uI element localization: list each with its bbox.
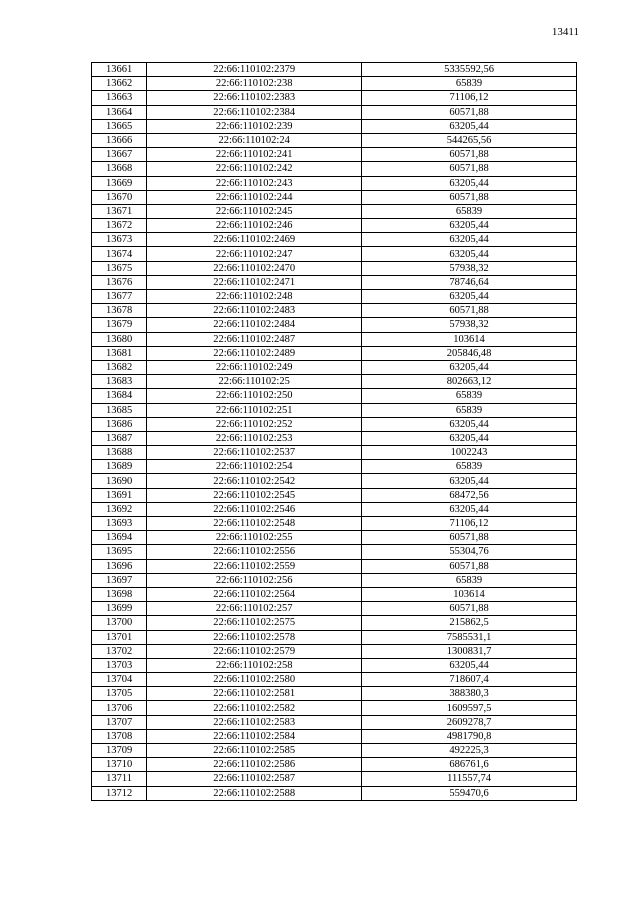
cadastral-value-cell: 686761,6 bbox=[362, 758, 577, 772]
cadastral-value-cell: 63205,44 bbox=[362, 247, 577, 261]
table-row bbox=[92, 658, 577, 672]
cadastral-number-cell: 22:66:110102:2548 bbox=[147, 517, 362, 531]
table-row bbox=[92, 417, 577, 431]
cadastral-number-cell: 22:66:110102:2581 bbox=[147, 687, 362, 701]
cadastral-value-cell: 60571,88 bbox=[362, 531, 577, 545]
cadastral-value-cell: 544265,56 bbox=[362, 133, 577, 147]
row-number-cell: 13708 bbox=[92, 729, 147, 743]
cadastral-number-cell: 22:66:110102:256 bbox=[147, 573, 362, 587]
table-row bbox=[92, 403, 577, 417]
cadastral-value-cell: 802663,12 bbox=[362, 375, 577, 389]
row-number-cell: 13700 bbox=[92, 616, 147, 630]
cadastral-number-cell: 22:66:110102:2559 bbox=[147, 559, 362, 573]
row-number-cell: 13696 bbox=[92, 559, 147, 573]
cadastral-number-cell: 22:66:110102:24 bbox=[147, 133, 362, 147]
table-row bbox=[92, 630, 577, 644]
cadastral-number-cell: 22:66:110102:254 bbox=[147, 460, 362, 474]
row-number-cell: 13677 bbox=[92, 290, 147, 304]
cadastral-value-cell: 65839 bbox=[362, 77, 577, 91]
cadastral-number-cell: 22:66:110102:249 bbox=[147, 360, 362, 374]
row-number-cell: 13663 bbox=[92, 91, 147, 105]
table-row bbox=[92, 758, 577, 772]
cadastral-value-cell: 1002243 bbox=[362, 446, 577, 460]
table-row bbox=[92, 474, 577, 488]
cadastral-value-cell: 4981790,8 bbox=[362, 729, 577, 743]
cadastral-number-cell: 22:66:110102:2564 bbox=[147, 587, 362, 601]
table-row bbox=[92, 290, 577, 304]
cadastral-number-cell: 22:66:110102:242 bbox=[147, 162, 362, 176]
cadastral-value-cell: 63205,44 bbox=[362, 219, 577, 233]
table-row bbox=[92, 687, 577, 701]
row-number-cell: 13672 bbox=[92, 219, 147, 233]
row-number-cell: 13694 bbox=[92, 531, 147, 545]
table-row bbox=[92, 332, 577, 346]
table-row bbox=[92, 133, 577, 147]
table-row bbox=[92, 431, 577, 445]
table-row bbox=[92, 219, 577, 233]
table-row bbox=[92, 488, 577, 502]
row-number-cell: 13679 bbox=[92, 318, 147, 332]
cadastral-number-cell: 22:66:110102:257 bbox=[147, 602, 362, 616]
cadastral-number-cell: 22:66:110102:2537 bbox=[147, 446, 362, 460]
cadastral-value-cell: 78746,64 bbox=[362, 275, 577, 289]
row-number-cell: 13701 bbox=[92, 630, 147, 644]
table-row bbox=[92, 275, 577, 289]
cadastral-value-cell: 57938,32 bbox=[362, 261, 577, 275]
cadastral-number-cell: 22:66:110102:2546 bbox=[147, 502, 362, 516]
cadastral-number-cell: 22:66:110102:2483 bbox=[147, 304, 362, 318]
cadastral-value-cell: 63205,44 bbox=[362, 176, 577, 190]
cadastral-number-cell: 22:66:110102:2585 bbox=[147, 744, 362, 758]
cadastral-number-cell: 22:66:110102:245 bbox=[147, 204, 362, 218]
table-row bbox=[92, 360, 577, 374]
table-row bbox=[92, 559, 577, 573]
cadastral-value-cell: 2609278,7 bbox=[362, 715, 577, 729]
cadastral-number-cell: 22:66:110102:2579 bbox=[147, 644, 362, 658]
cadastral-number-cell: 22:66:110102:2379 bbox=[147, 63, 362, 77]
cadastral-value-cell: 63205,44 bbox=[362, 502, 577, 516]
cadastral-number-cell: 22:66:110102:2586 bbox=[147, 758, 362, 772]
row-number-cell: 13684 bbox=[92, 389, 147, 403]
cadastral-number-cell: 22:66:110102:253 bbox=[147, 431, 362, 445]
row-number-cell: 13683 bbox=[92, 375, 147, 389]
cadastral-value-cell: 60571,88 bbox=[362, 304, 577, 318]
table-row bbox=[92, 701, 577, 715]
row-number-cell: 13707 bbox=[92, 715, 147, 729]
cadastral-value-cell: 63205,44 bbox=[362, 290, 577, 304]
row-number-cell: 13697 bbox=[92, 573, 147, 587]
table-row bbox=[92, 63, 577, 77]
cadastral-value-cell: 63205,44 bbox=[362, 233, 577, 247]
row-number-cell: 13678 bbox=[92, 304, 147, 318]
table-row bbox=[92, 531, 577, 545]
cadastral-number-cell: 22:66:110102:2588 bbox=[147, 786, 362, 800]
table-row bbox=[92, 545, 577, 559]
row-number-cell: 13706 bbox=[92, 701, 147, 715]
cadastral-number-cell: 22:66:110102:2487 bbox=[147, 332, 362, 346]
row-number-cell: 13704 bbox=[92, 673, 147, 687]
row-number-cell: 13667 bbox=[92, 148, 147, 162]
cadastral-number-cell: 22:66:110102:2545 bbox=[147, 488, 362, 502]
row-number-cell: 13665 bbox=[92, 119, 147, 133]
cadastral-value-cell: 65839 bbox=[362, 389, 577, 403]
table-row bbox=[92, 744, 577, 758]
row-number-cell: 13705 bbox=[92, 687, 147, 701]
cadastral-value-cell: 205846,48 bbox=[362, 346, 577, 360]
row-number-cell: 13662 bbox=[92, 77, 147, 91]
cadastral-value-cell: 65839 bbox=[362, 204, 577, 218]
row-number-cell: 13671 bbox=[92, 204, 147, 218]
table-row bbox=[92, 644, 577, 658]
cadastral-number-cell: 22:66:110102:251 bbox=[147, 403, 362, 417]
row-number-cell: 13682 bbox=[92, 360, 147, 374]
row-number-cell: 13668 bbox=[92, 162, 147, 176]
cadastral-value-cell: 63205,44 bbox=[362, 119, 577, 133]
cadastral-value-cell: 63205,44 bbox=[362, 360, 577, 374]
cadastral-number-cell: 22:66:110102:244 bbox=[147, 190, 362, 204]
table-row bbox=[92, 247, 577, 261]
table-row bbox=[92, 233, 577, 247]
cadastral-number-cell: 22:66:110102:2489 bbox=[147, 346, 362, 360]
table-row bbox=[92, 772, 577, 786]
cadastral-value-cell: 65839 bbox=[362, 403, 577, 417]
cadastral-value-cell: 5335592,56 bbox=[362, 63, 577, 77]
row-number-cell: 13666 bbox=[92, 133, 147, 147]
cadastral-number-cell: 22:66:110102:25 bbox=[147, 375, 362, 389]
table-row bbox=[92, 148, 577, 162]
cadastral-value-cell: 60571,88 bbox=[362, 105, 577, 119]
table-row bbox=[92, 587, 577, 601]
cadastral-value-cell: 60571,88 bbox=[362, 190, 577, 204]
cadastral-value-cell: 55304,76 bbox=[362, 545, 577, 559]
table-row bbox=[92, 502, 577, 516]
row-number-cell: 13688 bbox=[92, 446, 147, 460]
row-number-cell: 13703 bbox=[92, 658, 147, 672]
row-number-cell: 13670 bbox=[92, 190, 147, 204]
cadastral-number-cell: 22:66:110102:2384 bbox=[147, 105, 362, 119]
cadastral-number-cell: 22:66:110102:2587 bbox=[147, 772, 362, 786]
row-number-cell: 13674 bbox=[92, 247, 147, 261]
cadastral-value-cell: 65839 bbox=[362, 573, 577, 587]
cadastral-value-cell: 559470,6 bbox=[362, 786, 577, 800]
table-row bbox=[92, 673, 577, 687]
cadastral-value-cell: 60571,88 bbox=[362, 602, 577, 616]
row-number-cell: 13695 bbox=[92, 545, 147, 559]
table-row bbox=[92, 190, 577, 204]
row-number-cell: 13691 bbox=[92, 488, 147, 502]
cadastral-value-cell: 60571,88 bbox=[362, 148, 577, 162]
cadastral-value-cell: 63205,44 bbox=[362, 474, 577, 488]
cadastral-number-cell: 22:66:110102:2575 bbox=[147, 616, 362, 630]
table-row bbox=[92, 602, 577, 616]
row-number-cell: 13664 bbox=[92, 105, 147, 119]
cadastral-value-cell: 388380,3 bbox=[362, 687, 577, 701]
table-row bbox=[92, 261, 577, 275]
table-row bbox=[92, 729, 577, 743]
cadastral-number-cell: 22:66:110102:2578 bbox=[147, 630, 362, 644]
cadastral-value-cell: 718607,4 bbox=[362, 673, 577, 687]
row-number-cell: 13710 bbox=[92, 758, 147, 772]
table-row bbox=[92, 517, 577, 531]
cadastral-number-cell: 22:66:110102:258 bbox=[147, 658, 362, 672]
cadastral-number-cell: 22:66:110102:2470 bbox=[147, 261, 362, 275]
table-row bbox=[92, 573, 577, 587]
cadastral-number-cell: 22:66:110102:255 bbox=[147, 531, 362, 545]
cadastral-value-table bbox=[91, 62, 577, 801]
cadastral-number-cell: 22:66:110102:243 bbox=[147, 176, 362, 190]
row-number-cell: 13675 bbox=[92, 261, 147, 275]
table-row bbox=[92, 119, 577, 133]
page-number: 13411 bbox=[551, 26, 579, 38]
row-number-cell: 13709 bbox=[92, 744, 147, 758]
table-body bbox=[92, 63, 577, 801]
cadastral-number-cell: 22:66:110102:2542 bbox=[147, 474, 362, 488]
cadastral-number-cell: 22:66:110102:2582 bbox=[147, 701, 362, 715]
table-row bbox=[92, 204, 577, 218]
cadastral-value-cell: 71106,12 bbox=[362, 517, 577, 531]
table-row bbox=[92, 616, 577, 630]
row-number-cell: 13689 bbox=[92, 460, 147, 474]
table-row bbox=[92, 786, 577, 800]
row-number-cell: 13698 bbox=[92, 587, 147, 601]
table-row bbox=[92, 389, 577, 403]
row-number-cell: 13686 bbox=[92, 417, 147, 431]
cadastral-value-cell: 63205,44 bbox=[362, 431, 577, 445]
cadastral-value-cell: 65839 bbox=[362, 460, 577, 474]
cadastral-number-cell: 22:66:110102:238 bbox=[147, 77, 362, 91]
table-row bbox=[92, 446, 577, 460]
cadastral-number-cell: 22:66:110102:250 bbox=[147, 389, 362, 403]
cadastral-number-cell: 22:66:110102:239 bbox=[147, 119, 362, 133]
row-number-cell: 13676 bbox=[92, 275, 147, 289]
cadastral-number-cell: 22:66:110102:2383 bbox=[147, 91, 362, 105]
table-row bbox=[92, 375, 577, 389]
row-number-cell: 13661 bbox=[92, 63, 147, 77]
cadastral-number-cell: 22:66:110102:2584 bbox=[147, 729, 362, 743]
row-number-cell: 13712 bbox=[92, 786, 147, 800]
cadastral-value-cell: 7585531,1 bbox=[362, 630, 577, 644]
cadastral-value-cell: 1609597,5 bbox=[362, 701, 577, 715]
cadastral-value-cell: 63205,44 bbox=[362, 658, 577, 672]
cadastral-value-cell: 60571,88 bbox=[362, 559, 577, 573]
row-number-cell: 13699 bbox=[92, 602, 147, 616]
table-row bbox=[92, 318, 577, 332]
table-row bbox=[92, 176, 577, 190]
row-number-cell: 13680 bbox=[92, 332, 147, 346]
cadastral-value-cell: 492225,3 bbox=[362, 744, 577, 758]
row-number-cell: 13690 bbox=[92, 474, 147, 488]
cadastral-number-cell: 22:66:110102:2583 bbox=[147, 715, 362, 729]
cadastral-number-cell: 22:66:110102:246 bbox=[147, 219, 362, 233]
cadastral-value-cell: 215862,5 bbox=[362, 616, 577, 630]
cadastral-number-cell: 22:66:110102:248 bbox=[147, 290, 362, 304]
row-number-cell: 13692 bbox=[92, 502, 147, 516]
row-number-cell: 13685 bbox=[92, 403, 147, 417]
table-row bbox=[92, 91, 577, 105]
cadastral-value-cell: 71106,12 bbox=[362, 91, 577, 105]
cadastral-number-cell: 22:66:110102:247 bbox=[147, 247, 362, 261]
cadastral-value-cell: 111557,74 bbox=[362, 772, 577, 786]
row-number-cell: 13673 bbox=[92, 233, 147, 247]
row-number-cell: 13711 bbox=[92, 772, 147, 786]
table-row bbox=[92, 77, 577, 91]
cadastral-value-cell: 57938,32 bbox=[362, 318, 577, 332]
cadastral-number-cell: 22:66:110102:2580 bbox=[147, 673, 362, 687]
table-row bbox=[92, 715, 577, 729]
cadastral-number-cell: 22:66:110102:252 bbox=[147, 417, 362, 431]
row-number-cell: 13702 bbox=[92, 644, 147, 658]
cadastral-number-cell: 22:66:110102:2556 bbox=[147, 545, 362, 559]
cadastral-number-cell: 22:66:110102:241 bbox=[147, 148, 362, 162]
cadastral-value-cell: 103614 bbox=[362, 587, 577, 601]
cadastral-number-cell: 22:66:110102:2471 bbox=[147, 275, 362, 289]
row-number-cell: 13669 bbox=[92, 176, 147, 190]
table-row bbox=[92, 105, 577, 119]
row-number-cell: 13681 bbox=[92, 346, 147, 360]
table-row bbox=[92, 304, 577, 318]
cadastral-number-cell: 22:66:110102:2469 bbox=[147, 233, 362, 247]
table-row bbox=[92, 460, 577, 474]
cadastral-number-cell: 22:66:110102:2484 bbox=[147, 318, 362, 332]
table-row bbox=[92, 162, 577, 176]
table-row bbox=[92, 346, 577, 360]
row-number-cell: 13687 bbox=[92, 431, 147, 445]
cadastral-value-cell: 60571,88 bbox=[362, 162, 577, 176]
cadastral-value-cell: 63205,44 bbox=[362, 417, 577, 431]
cadastral-value-cell: 103614 bbox=[362, 332, 577, 346]
cadastral-value-cell: 1300831,7 bbox=[362, 644, 577, 658]
row-number-cell: 13693 bbox=[92, 517, 147, 531]
cadastral-value-cell: 68472,56 bbox=[362, 488, 577, 502]
